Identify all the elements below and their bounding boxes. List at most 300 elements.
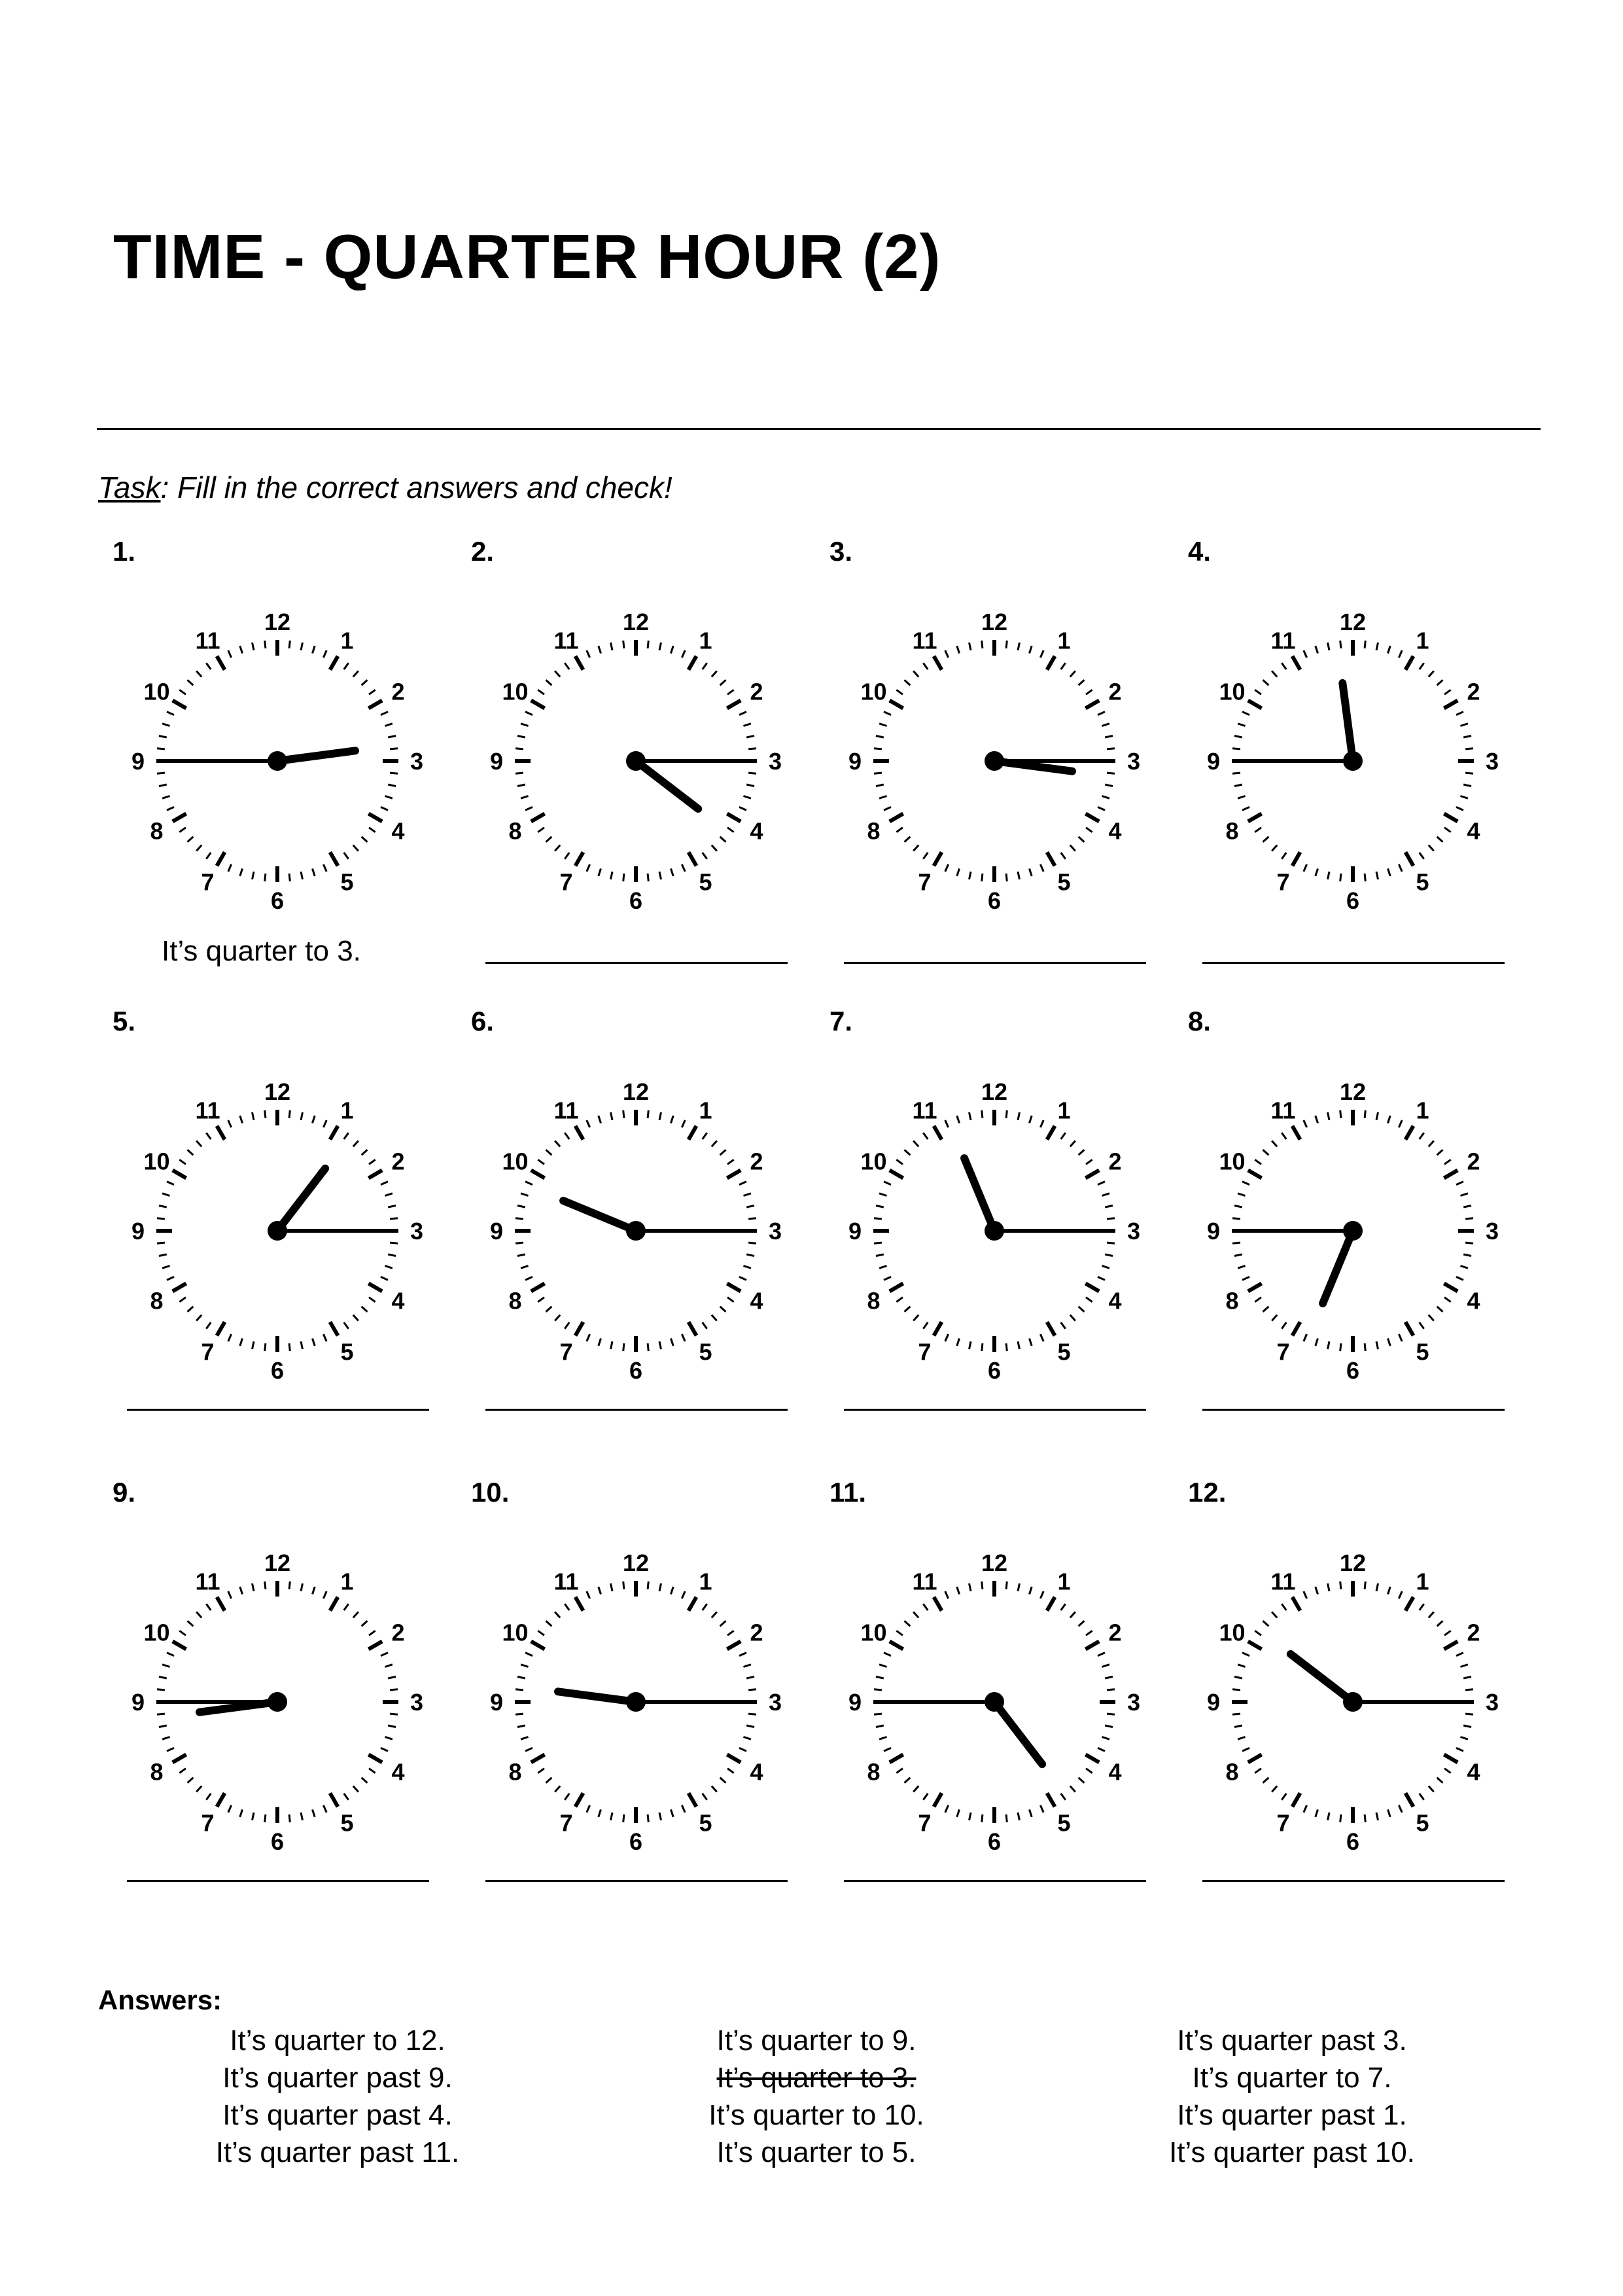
divider xyxy=(97,428,1541,430)
minute-tick xyxy=(555,671,560,677)
clock-numeral: 12 xyxy=(622,1549,650,1576)
minute-tick xyxy=(739,1277,746,1280)
clock-numeral: 9 xyxy=(131,1689,145,1716)
minute-tick xyxy=(369,828,375,832)
minute-tick xyxy=(1255,1159,1261,1164)
answer-item: It’s quarter to 9. xyxy=(716,2024,916,2057)
minute-tick xyxy=(879,1193,886,1196)
minute-tick xyxy=(301,643,303,650)
minute-tick xyxy=(945,1334,949,1341)
hour-tick xyxy=(890,1171,903,1178)
clock-numeral: 6 xyxy=(1346,887,1360,911)
answers-column-1 xyxy=(135,2022,540,2171)
hour-tick xyxy=(1444,1755,1457,1763)
minute-tick xyxy=(1437,837,1443,842)
minute-tick xyxy=(301,1812,303,1820)
clock-numeral: 5 xyxy=(1057,868,1071,896)
sample-answer: It’s quarter to 3. xyxy=(162,935,361,967)
clock-numeral: 3 xyxy=(1126,748,1141,775)
clock-numeral: 9 xyxy=(489,1218,504,1245)
minute-tick xyxy=(720,837,726,842)
clock-numeral: 4 xyxy=(750,817,763,845)
minute-tick xyxy=(1234,736,1242,738)
minute-tick xyxy=(1328,872,1330,879)
clock-numeral: 8 xyxy=(867,1758,881,1786)
minute-tick xyxy=(1444,1769,1451,1773)
minute-tick xyxy=(879,724,886,726)
answer-input-line[interactable] xyxy=(844,962,1146,964)
clock-numeral: 6 xyxy=(987,1828,1002,1852)
minute-tick xyxy=(313,1339,315,1346)
minute-tick xyxy=(1098,712,1105,715)
minute-tick xyxy=(525,1748,532,1751)
minute-tick xyxy=(703,1322,707,1329)
minute-tick xyxy=(159,1254,167,1256)
minute-tick xyxy=(1376,872,1378,879)
minute-tick xyxy=(313,1587,315,1594)
minute-tick xyxy=(1234,1725,1242,1727)
minute-tick xyxy=(1086,1159,1092,1164)
minute-tick xyxy=(1340,1343,1341,1351)
minute-tick xyxy=(1263,1307,1269,1312)
minute-tick xyxy=(538,1769,544,1773)
clock-numeral: 2 xyxy=(391,1148,405,1175)
minute-tick xyxy=(727,828,734,832)
minute-tick xyxy=(682,864,685,872)
minute-tick xyxy=(240,1339,243,1346)
minute-tick xyxy=(982,641,983,648)
minute-tick xyxy=(385,1737,393,1740)
hour-tick xyxy=(1293,1793,1300,1807)
minute-tick xyxy=(703,1604,707,1610)
hour-tick xyxy=(173,1755,186,1763)
minute-tick xyxy=(1040,1120,1043,1127)
hour-tick xyxy=(1293,1322,1300,1335)
minute-tick xyxy=(923,1133,928,1139)
hour-tick xyxy=(1248,1642,1262,1650)
clock-numeral: 11 xyxy=(1270,1568,1296,1595)
hour-tick xyxy=(576,1597,584,1611)
minute-tick xyxy=(1234,785,1242,786)
minute-tick xyxy=(565,663,569,669)
clock-numeral: 1 xyxy=(1416,1568,1429,1595)
clock-center xyxy=(985,1692,1004,1712)
minute-tick xyxy=(179,1159,186,1164)
clock-numeral: 10 xyxy=(860,678,887,705)
minute-tick xyxy=(517,785,525,786)
minute-tick xyxy=(265,1343,266,1351)
clock-exercise xyxy=(1188,1008,1548,1479)
answer-item: It’s quarter past 9. xyxy=(222,2062,453,2094)
minute-tick xyxy=(1006,1581,1007,1589)
exercise-number: 4. xyxy=(1188,536,1212,567)
minute-tick xyxy=(1282,663,1286,669)
minute-tick xyxy=(1238,796,1245,799)
clock-numeral: 1 xyxy=(340,627,354,654)
minute-tick xyxy=(1328,1112,1330,1120)
minute-tick xyxy=(301,1341,303,1349)
minute-tick xyxy=(253,1341,254,1349)
hour-tick xyxy=(1444,1284,1457,1292)
minute-tick xyxy=(1420,1604,1424,1610)
minute-tick xyxy=(1456,1748,1463,1751)
minute-tick xyxy=(1079,1307,1085,1312)
clock-exercise xyxy=(829,538,1189,1009)
minute-tick xyxy=(1340,1581,1341,1589)
minute-tick xyxy=(1456,712,1463,715)
clock-numeral: 1 xyxy=(1416,627,1429,654)
minute-tick xyxy=(1282,1604,1286,1610)
hour-tick xyxy=(1293,852,1300,866)
clock-face xyxy=(829,1492,1189,1852)
clock-center xyxy=(626,751,646,771)
hour-tick xyxy=(1444,1171,1457,1178)
clock-numeral: 11 xyxy=(195,1568,220,1595)
minute-tick xyxy=(344,1604,349,1610)
minute-tick xyxy=(1304,1334,1307,1341)
exercise-number: 7. xyxy=(829,1006,853,1036)
hour-hand xyxy=(277,751,355,761)
hour-tick xyxy=(1406,1793,1414,1807)
hour-tick xyxy=(689,1597,697,1611)
clock-numeral: 11 xyxy=(553,1568,579,1595)
minute-tick xyxy=(301,1583,303,1591)
hour-tick xyxy=(1406,656,1414,670)
clock-numeral: 10 xyxy=(1219,1148,1246,1175)
answer-input-line[interactable] xyxy=(485,1409,788,1411)
clock-face xyxy=(1188,1021,1548,1381)
minute-tick xyxy=(323,1120,326,1127)
clock-numeral: 2 xyxy=(1467,1619,1480,1646)
hour-tick xyxy=(368,1171,382,1178)
clock-numeral: 9 xyxy=(489,1689,504,1716)
minute-tick xyxy=(599,1116,601,1123)
clock-numeral: 2 xyxy=(1108,678,1122,705)
clock-numeral: 7 xyxy=(559,868,573,896)
minute-tick xyxy=(659,643,661,650)
minute-tick xyxy=(381,712,388,715)
clock-numeral: 11 xyxy=(912,627,937,654)
minute-tick xyxy=(712,845,717,851)
hour-tick xyxy=(934,1126,942,1140)
clock-numeral: 9 xyxy=(131,748,145,775)
clock-numeral: 3 xyxy=(410,1218,424,1245)
minute-tick xyxy=(969,1812,971,1820)
minute-tick xyxy=(362,1621,368,1626)
minute-tick xyxy=(587,1334,590,1341)
minute-tick xyxy=(188,837,194,842)
minute-tick xyxy=(1263,1150,1269,1155)
clock-numeral: 11 xyxy=(195,627,220,654)
minute-tick xyxy=(744,1193,751,1196)
minute-tick xyxy=(525,1182,532,1185)
minute-tick xyxy=(712,1786,717,1792)
minute-tick xyxy=(301,872,303,879)
answer-input-line[interactable] xyxy=(127,1409,429,1411)
minute-tick xyxy=(712,1315,717,1321)
minute-tick xyxy=(369,1298,375,1302)
minute-tick xyxy=(623,1343,624,1351)
minute-tick xyxy=(739,712,746,715)
clock-face xyxy=(113,1021,472,1381)
minute-tick xyxy=(240,646,243,653)
minute-tick xyxy=(1316,1339,1318,1346)
clock-center xyxy=(985,751,1004,771)
minute-tick xyxy=(611,1112,613,1120)
exercise-number: 1. xyxy=(113,536,136,567)
minute-tick xyxy=(1242,1748,1249,1751)
hour-tick xyxy=(368,701,382,709)
answer-item: It’s quarter to 10. xyxy=(708,2099,924,2131)
minute-tick xyxy=(727,1769,734,1773)
hour-tick xyxy=(173,1171,186,1178)
hour-hand xyxy=(1291,1654,1353,1702)
minute-tick xyxy=(913,1612,918,1618)
clock-numeral: 10 xyxy=(143,1619,170,1646)
clock-numeral: 5 xyxy=(1057,1338,1071,1366)
minute-tick xyxy=(167,1748,174,1751)
clock-numeral: 7 xyxy=(559,1338,573,1366)
clock-center xyxy=(268,751,287,771)
minute-tick xyxy=(162,796,169,799)
minute-tick xyxy=(587,864,590,872)
minute-tick xyxy=(1429,1315,1434,1321)
clock-numeral: 10 xyxy=(502,1148,529,1175)
hour-tick xyxy=(330,852,338,866)
minute-tick xyxy=(1463,1254,1471,1256)
minute-tick xyxy=(945,1120,949,1127)
minute-tick xyxy=(1420,853,1424,859)
hour-tick xyxy=(330,1322,338,1335)
minute-tick xyxy=(313,646,315,653)
minute-tick xyxy=(1328,1341,1330,1349)
clock-numeral: 2 xyxy=(750,1148,763,1175)
clock-center xyxy=(1343,1221,1363,1241)
task-text: : Fill in the correct answers and check! xyxy=(160,470,672,504)
clock-numeral: 7 xyxy=(201,1338,215,1366)
minute-tick xyxy=(876,1206,884,1208)
minute-tick xyxy=(712,1612,717,1618)
task-instruction xyxy=(98,472,672,503)
minute-tick xyxy=(1420,663,1424,669)
clock-numeral: 3 xyxy=(1126,1689,1141,1716)
minute-tick xyxy=(1086,1631,1092,1635)
minute-tick xyxy=(1086,1298,1092,1302)
minute-tick xyxy=(1420,1133,1424,1139)
hour-tick xyxy=(1085,1755,1099,1763)
minute-tick xyxy=(313,1810,315,1817)
minute-tick xyxy=(555,1612,560,1618)
hour-tick xyxy=(576,656,584,670)
minute-tick xyxy=(1102,1193,1109,1196)
minute-tick xyxy=(982,1110,983,1118)
answer-input-line[interactable] xyxy=(485,1880,788,1882)
minute-tick xyxy=(905,1621,911,1626)
minute-tick xyxy=(671,646,674,653)
exercise-number: 11. xyxy=(829,1477,867,1508)
minute-tick xyxy=(1316,1116,1318,1123)
minute-tick xyxy=(982,1814,983,1822)
hour-hand xyxy=(994,1702,1042,1764)
hour-hand xyxy=(558,1691,636,1702)
minute-tick xyxy=(599,646,601,653)
minute-tick xyxy=(381,1182,388,1185)
minute-tick xyxy=(1018,1583,1020,1591)
minute-tick xyxy=(1018,1112,1020,1120)
minute-tick xyxy=(228,864,232,872)
hour-tick xyxy=(330,1793,338,1807)
minute-tick xyxy=(1238,1193,1245,1196)
exercise-number: 5. xyxy=(113,1006,136,1036)
minute-tick xyxy=(703,1133,707,1139)
minute-tick xyxy=(206,1133,211,1139)
hour-tick xyxy=(1047,1597,1055,1611)
minute-tick xyxy=(167,1653,174,1656)
minute-tick xyxy=(1018,1341,1020,1349)
minute-tick xyxy=(896,1159,903,1164)
minute-tick xyxy=(555,1315,560,1321)
minute-tick xyxy=(240,1116,243,1123)
minute-tick xyxy=(1040,1334,1043,1341)
minute-tick xyxy=(1098,1653,1105,1656)
minute-tick xyxy=(1328,1583,1330,1591)
clock-numeral: 7 xyxy=(1276,1338,1290,1366)
clock-numeral: 4 xyxy=(391,1758,405,1786)
hour-tick xyxy=(368,1642,382,1650)
hour-tick xyxy=(217,852,225,866)
minute-tick xyxy=(1456,1277,1463,1280)
answer-input-line[interactable] xyxy=(485,962,788,964)
minute-tick xyxy=(945,1591,949,1598)
minute-tick xyxy=(253,1112,254,1120)
clock-numeral: 8 xyxy=(1225,817,1239,845)
minute-tick xyxy=(1105,736,1113,738)
answer-input-line[interactable] xyxy=(844,1880,1146,1882)
minute-tick xyxy=(739,1182,746,1185)
minute-tick xyxy=(727,1631,734,1635)
answer-input-line[interactable] xyxy=(844,1409,1146,1411)
minute-tick xyxy=(1040,1591,1043,1598)
minute-tick xyxy=(388,1677,396,1679)
hour-tick xyxy=(1444,1642,1457,1650)
minute-tick xyxy=(228,1334,232,1341)
clock-numeral: 10 xyxy=(860,1619,887,1646)
minute-tick xyxy=(1399,1805,1402,1812)
minute-tick xyxy=(1304,650,1307,658)
hour-tick xyxy=(531,1171,545,1178)
minute-tick xyxy=(1456,1653,1463,1656)
clock-numeral: 7 xyxy=(1276,868,1290,896)
minute-tick xyxy=(744,1737,751,1740)
minute-tick xyxy=(188,1150,194,1155)
hour-tick xyxy=(531,1642,545,1650)
answer-input-line[interactable] xyxy=(1202,1409,1505,1411)
minute-tick xyxy=(167,1182,174,1185)
minute-tick xyxy=(289,874,290,881)
minute-tick xyxy=(1070,671,1075,677)
minute-tick xyxy=(1272,671,1277,677)
minute-tick xyxy=(905,1307,911,1312)
clock-numeral: 5 xyxy=(340,868,354,896)
minute-tick xyxy=(969,1583,971,1591)
clock-numeral: 12 xyxy=(1339,1078,1367,1105)
minute-tick xyxy=(565,1322,569,1329)
minute-tick xyxy=(525,807,532,810)
minute-tick xyxy=(969,643,971,650)
answer-input-line[interactable] xyxy=(127,1880,429,1882)
hour-tick xyxy=(330,1126,338,1140)
minute-tick xyxy=(727,1159,734,1164)
minute-tick xyxy=(744,1266,751,1269)
minute-tick xyxy=(253,643,254,650)
minute-tick xyxy=(659,1112,661,1120)
clock-numeral: 5 xyxy=(1057,1809,1071,1837)
clock-numeral: 7 xyxy=(559,1809,573,1837)
minute-tick xyxy=(1040,864,1043,872)
clock-numeral: 4 xyxy=(750,1287,763,1315)
hour-tick xyxy=(934,852,942,866)
minute-tick xyxy=(525,1653,532,1656)
minute-tick xyxy=(1429,845,1434,851)
clock-numeral: 10 xyxy=(502,1619,529,1646)
clock-numeral: 3 xyxy=(410,748,424,775)
hour-tick xyxy=(1047,1126,1055,1140)
minute-tick xyxy=(344,1793,349,1800)
minute-tick xyxy=(538,1631,544,1635)
minute-tick xyxy=(1098,1748,1105,1751)
clock-face xyxy=(471,551,831,911)
clock-numeral: 9 xyxy=(131,1218,145,1245)
minute-tick xyxy=(167,1277,174,1280)
minute-tick xyxy=(1461,1193,1468,1196)
minute-tick xyxy=(744,796,751,799)
minute-tick xyxy=(179,690,186,694)
minute-tick xyxy=(1461,1737,1468,1740)
minute-tick xyxy=(874,1689,882,1690)
clock-exercise xyxy=(1188,538,1548,1009)
minute-tick xyxy=(1255,1769,1261,1773)
clock-numeral: 8 xyxy=(508,1758,522,1786)
minute-tick xyxy=(206,663,211,669)
minute-tick xyxy=(1388,1116,1391,1123)
minute-tick xyxy=(546,1778,552,1783)
minute-tick xyxy=(1086,1769,1092,1773)
minute-tick xyxy=(1102,724,1109,726)
answer-input-line[interactable] xyxy=(1202,962,1505,964)
minute-tick xyxy=(1098,807,1105,810)
answer-input-line[interactable] xyxy=(1202,1880,1505,1882)
minute-tick xyxy=(1304,1805,1307,1812)
minute-tick xyxy=(265,1814,266,1822)
minute-tick xyxy=(913,671,918,677)
hour-tick xyxy=(1406,852,1414,866)
clock-numeral: 10 xyxy=(1219,1619,1246,1646)
minute-tick xyxy=(289,641,290,648)
clock-numeral: 7 xyxy=(918,868,932,896)
minute-tick xyxy=(957,1810,960,1817)
clock-exercise xyxy=(471,538,831,1009)
minute-tick xyxy=(555,845,560,851)
minute-tick xyxy=(982,1343,983,1351)
minute-tick xyxy=(206,1793,211,1800)
minute-tick xyxy=(157,1218,165,1219)
minute-tick xyxy=(727,690,734,694)
clock-numeral: 11 xyxy=(553,627,579,654)
clock-exercise xyxy=(113,1008,472,1479)
clock-numeral: 6 xyxy=(629,1828,643,1852)
minute-tick xyxy=(1079,680,1085,685)
clock-numeral: 9 xyxy=(1206,748,1221,775)
